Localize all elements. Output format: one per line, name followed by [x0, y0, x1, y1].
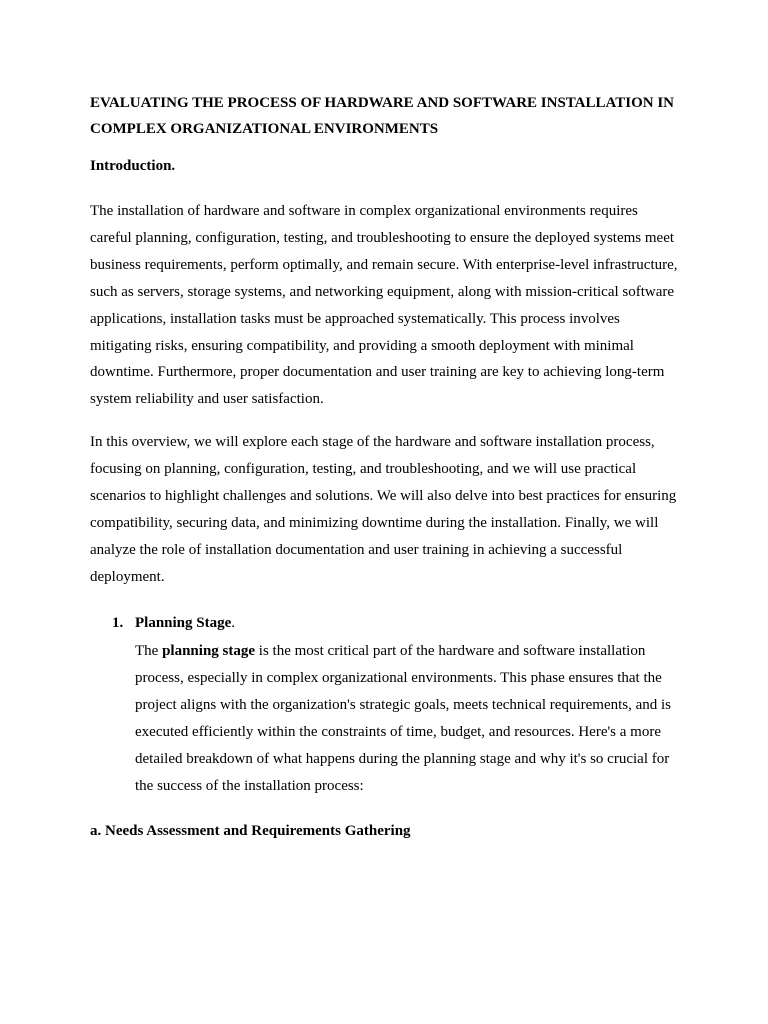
- introduction-heading: Introduction.: [90, 158, 176, 174]
- section-1-body-rest: is the most critical part of the hardware and software installation process, especially in complex organizational environments. This phase ensures that the project aligns with the organization's strategic goals, meets technical requirements, and is executed efficiently within the constraints of time, budget, and resources. Here's a more detailed breakdown of what happens during the planning stage and why it's so crucial for the success of the installation process:: [135, 643, 672, 794]
- subheading-needs-assessment: a. Needs Assessment and Requirements Gathering: [90, 823, 411, 839]
- section-1-number: 1.: [112, 615, 124, 631]
- section-1-body-prefix: The: [135, 643, 163, 659]
- section-1-heading-suffix: .: [231, 615, 236, 631]
- section-1-body: [135, 638, 680, 799]
- section-1-body-bold: planning stage: [162, 643, 256, 659]
- document-title: EVALUATING THE PROCESS OF HARDWARE AND SOFTWARE INSTALLATION IN COMPLEX ORGANIZATIONAL ENVIRONMENTS: [90, 95, 675, 137]
- section-1-heading: Planning Stage: [135, 615, 232, 631]
- intro-paragraph-2: In this overview, we will explore each stage of the hardware and software installation process, focusing on planning, configuration, testing, and troubleshooting, and we will use practical scenarios to highlight challenges and solutions. We will also delve into best practices for ensuring compatibility, securing data, and minimizing downtime during the installation. Finally, we will analyze the role of installation documentation and user training in achieving a successful deployment.: [90, 434, 677, 585]
- section-1-heading-line: [135, 610, 235, 637]
- intro-paragraph-1: The installation of hardware and software in complex organizational environments requires careful planning, configuration, testing, and troubleshooting to ensure the deployed systems meet business requirements, perform optimally, and remain secure. With enterprise-level infrastructure, such as servers, storage systems, and networking equipment, along with mission-critical software applications, installation tasks must be approached systematically. This process involves mitigating risks, ensuring compatibility, and providing a smooth deployment with minimal downtime. Furthermore, proper documentation and user training are key to achieving long-term system reliability and user satisfaction.: [90, 203, 678, 408]
